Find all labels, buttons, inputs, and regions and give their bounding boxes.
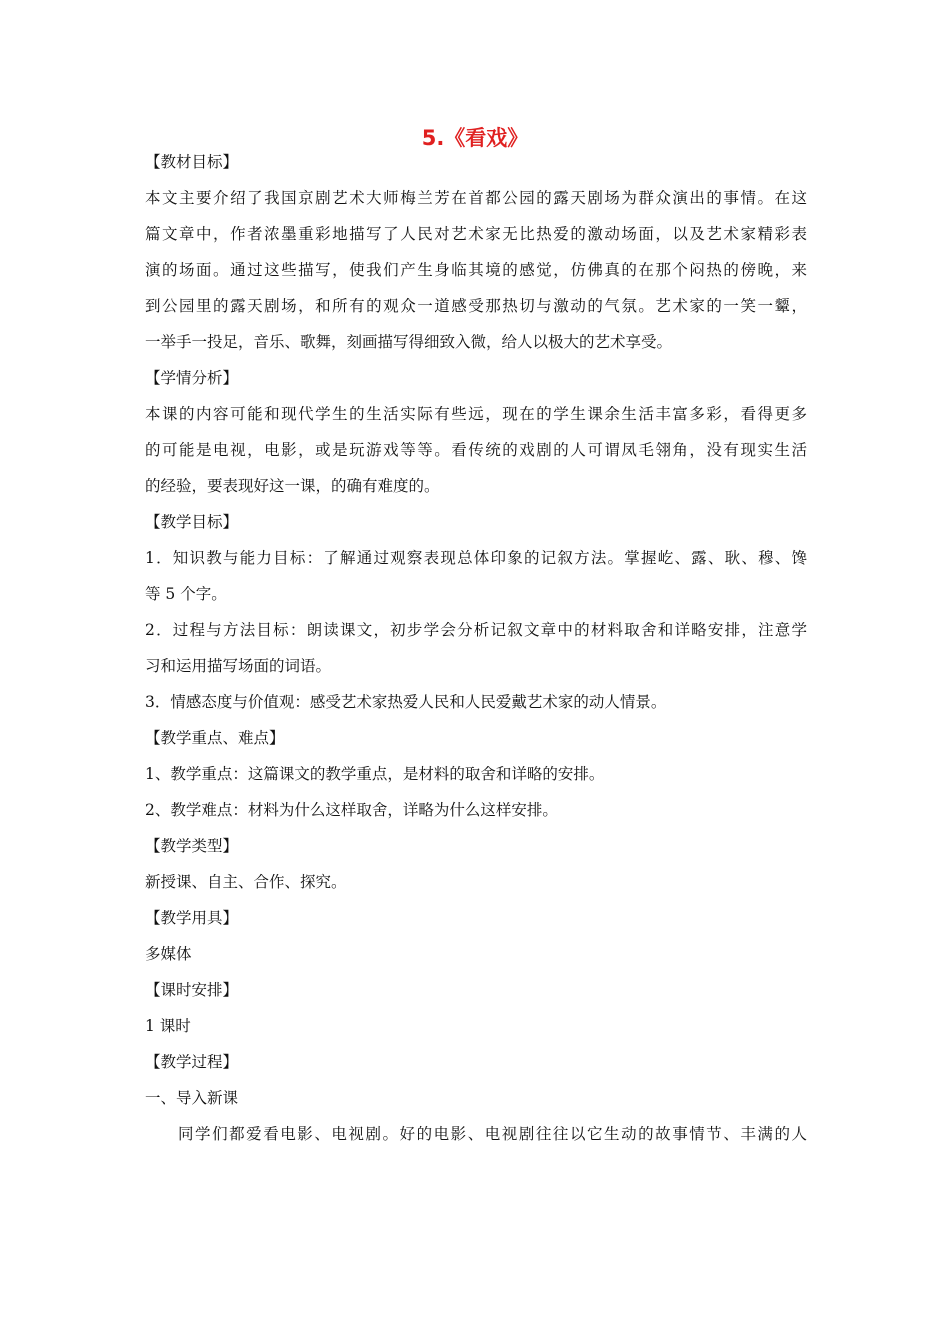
paragraph-line: 到公园里的露天剧场，和所有的观众一道感受那热切与激动的气氛。艺术家的一笑一颦， (145, 297, 807, 315)
paragraph-line: 2、教学难点：材料为什么这样取舍，详略为什么这样安排。 (145, 801, 558, 819)
page-title: 5.《看戏》 (421, 126, 529, 150)
paragraph-line: 1 课时 (145, 1017, 191, 1035)
paragraph-line: 新授课、自主、合作、探究。 (145, 873, 347, 891)
section-heading: 【教学目标】 (145, 513, 239, 531)
paragraph-line: 本文主要介绍了我国京剧艺术大师梅兰芳在首都公园的露天剧场为群众演出的事情。在这 (145, 189, 807, 207)
paragraph-line: 1、教学重点：这篇课文的教学重点，是材料的取舍和详略的安排。 (145, 765, 605, 783)
paragraph-line: 习和运用描写场面的词语。 (145, 657, 332, 675)
paragraph-line: 的可能是电视，电影，或是玩游戏等等。看传统的戏剧的人可谓凤毛翎角，没有现实生活 (145, 441, 807, 459)
section-heading: 【教学用具】 (145, 909, 239, 927)
section-heading: 【教学类型】 (145, 837, 239, 855)
section-heading: 【学情分析】 (145, 369, 239, 387)
section-heading: 【教学重点、难点】 (145, 729, 285, 747)
paragraph-line: 篇文章中，作者浓墨重彩地描写了人民对艺术家无比热爱的激动场面，以及艺术家精彩表 (145, 225, 807, 243)
section-heading: 【课时安排】 (145, 981, 239, 999)
paragraph-line: 演的场面。通过这些描写，使我们产生身临其境的感觉，仿佛真的在那个闷热的傍晚，来 (145, 261, 807, 279)
paragraph-line: 的经验，要表现好这一课，的确有难度的。 (145, 477, 440, 495)
paragraph-line: 3．情感态度与价值观：感受艺术家热爱人民和人民爱戴艺术家的动人情景。 (145, 693, 667, 711)
paragraph-line: 多媒体 (145, 945, 192, 963)
paragraph-line: 2．过程与方法目标：朗读课文，初步学会分析记叙文章中的材料取舍和详略安排，注意学 (145, 621, 807, 639)
paragraph-line: 同学们都爱看电影、电视剧。好的电影、电视剧往往以它生动的故事情节、丰满的人 (178, 1125, 807, 1143)
paragraph-line: 一举手一投足，音乐、歌舞，刻画描写得细致入微，给人以极大的艺术享受。 (145, 333, 673, 351)
paragraph-line: 本课的内容可能和现代学生的生活实际有些远，现在的学生课余生活丰富多彩，看得更多 (145, 405, 807, 423)
paragraph-line: 一、导入新课 (145, 1089, 239, 1107)
paragraph-line: 等 5 个字。 (145, 585, 227, 603)
section-heading: 【教材目标】 (145, 153, 239, 171)
paragraph-line: 1．知识教与能力目标：了解通过观察表现总体印象的记叙方法。掌握屹、露、耿、穆、馋 (145, 549, 807, 567)
section-heading: 【教学过程】 (145, 1053, 239, 1071)
